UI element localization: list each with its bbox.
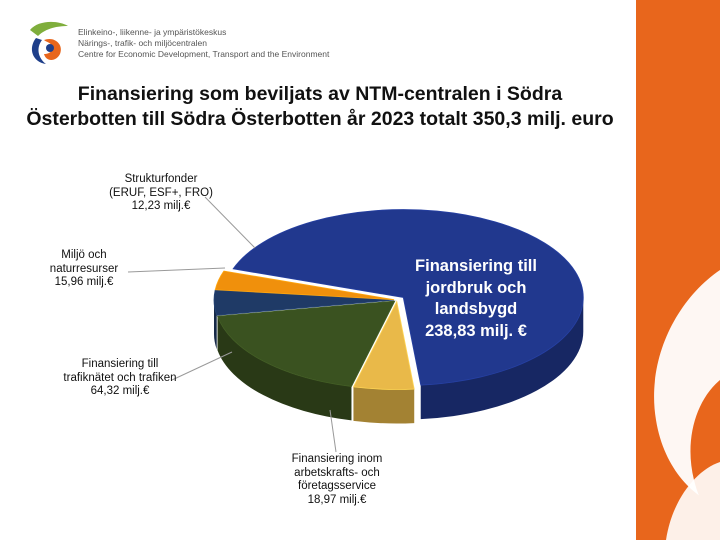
label-line: (ERUF, ESF+, FRO) (109, 186, 213, 199)
leader-line-miljo (128, 268, 225, 272)
label-line: jordbruk och (425, 278, 527, 297)
org-line-fi: Elinkeino-, liikenne- ja ympäristökeskus (78, 27, 227, 37)
org-line-sv: Närings-, trafik- och miljöcentralen (78, 38, 207, 48)
title-line-1: Finansiering som beviljats av NTM-centralen i Södra (77, 83, 563, 105)
label-jordbruk (400, 256, 552, 342)
label-value: 12,23 milj.€ (131, 200, 191, 212)
label-line: Finansiering till (415, 257, 537, 275)
title-line-2: Österbotten till Södra Österbotten år 2023 totalt 350,3 milj. euro (26, 108, 614, 130)
org-line-en: Centre for Economic Development, Transport and the Environment (78, 49, 330, 59)
label-line: naturresurser (49, 262, 119, 275)
label-value: 64,32 milj.€ (90, 385, 150, 397)
label-trafik (40, 358, 200, 399)
label-line: företagsservice (298, 480, 376, 492)
label-line: arbetskrafts- och (294, 466, 380, 479)
label-line: Finansiering inom (291, 453, 383, 465)
label-line: Strukturfonder (124, 173, 198, 185)
label-value: 238,83 milj. € (425, 321, 527, 340)
label-line: Miljö och (61, 249, 107, 261)
label-arbetskraft (262, 453, 412, 507)
label-value: 18,97 milj.€ (307, 493, 367, 506)
label-miljo (34, 249, 134, 290)
label-value: 15,96 milj.€ (54, 276, 114, 288)
pie-side-arbetskraft (353, 387, 414, 424)
label-line: landsbygd (434, 300, 518, 318)
label-line: Finansiering till (81, 358, 159, 370)
label-strukturfonder (86, 173, 236, 214)
label-line: trafiknätet och trafiken (63, 371, 177, 384)
